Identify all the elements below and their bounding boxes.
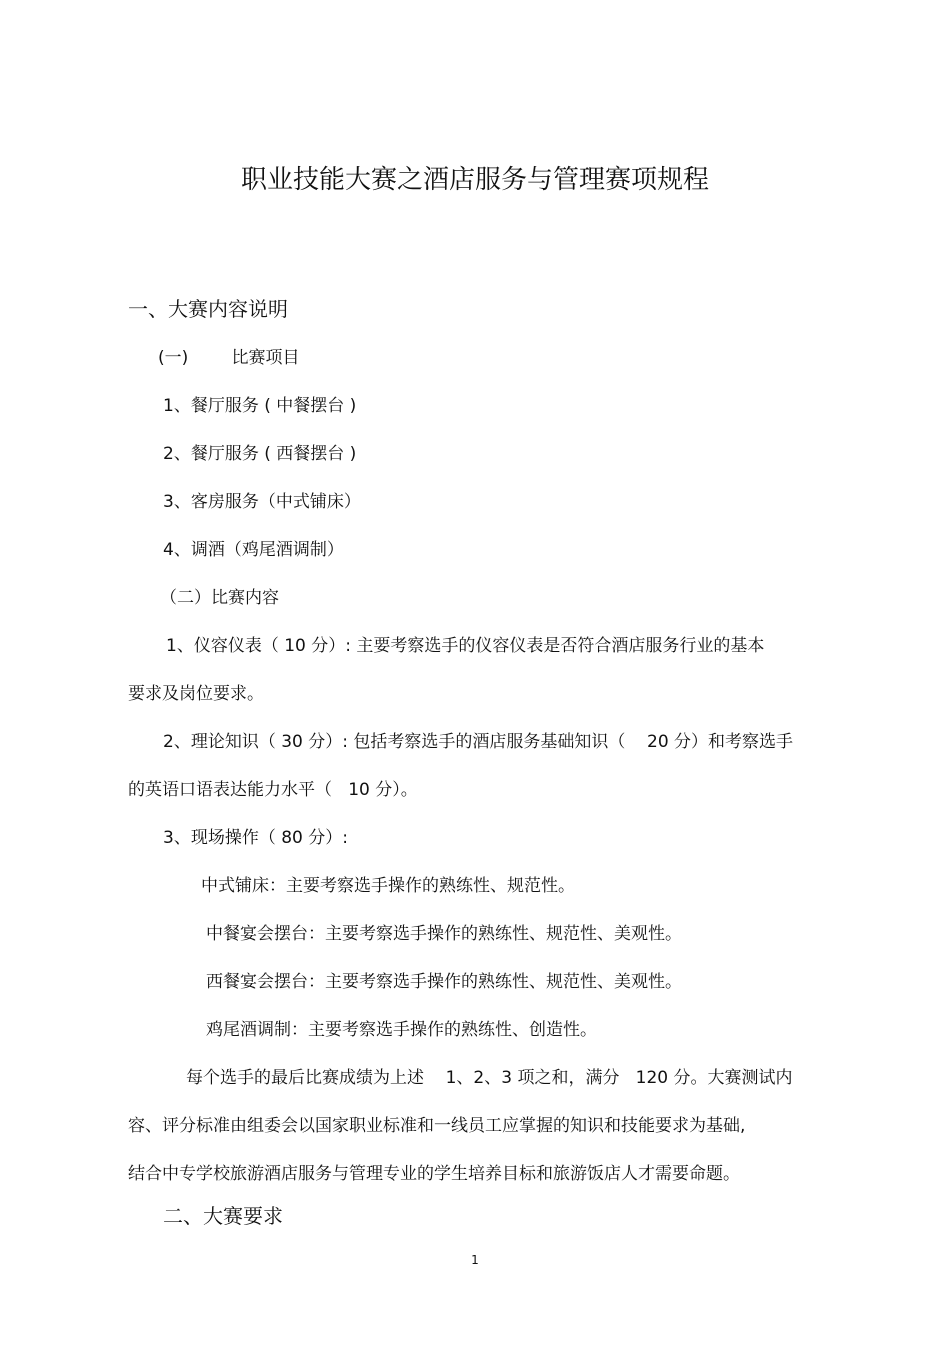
document-title: 职业技能大赛之酒店服务与管理赛项规程 (240, 165, 709, 195)
list-item: 1、餐厅服务 ( 中餐摆台 ) (163, 396, 357, 416)
list-item: 中餐宴会摆台：主要考察选手操作的熟练性、规范性、美观性。 (206, 924, 682, 944)
page-number: 1 (471, 1253, 479, 1267)
section-heading-contest-content: 一、大赛内容说明 (128, 297, 288, 321)
list-item: 西餐宴会摆台：主要考察选手操作的熟练性、规范性、美观性。 (206, 972, 682, 992)
paragraph-summary-line3: 结合中专学校旅游酒店服务与管理专业的学生培养目标和旅游饭店人才需要命题。 (128, 1164, 740, 1184)
subsection-heading-competition-items: (一) 比赛项目 (158, 348, 300, 368)
paragraph-operation-heading: 3、现场操作（ 80 分）: (163, 828, 348, 848)
list-item: 4、调酒（鸡尾酒调制） (163, 540, 344, 560)
list-item: 2、餐厅服务 ( 西餐摆台 ) (163, 444, 357, 464)
section-heading-contest-requirements: 二、大赛要求 (163, 1204, 283, 1228)
paragraph-summary-line1: 每个选手的最后比赛成绩为上述 1、2、3 项之和，满分 120 分。大赛测试内 (186, 1068, 793, 1088)
subsection-heading-competition-content: （二）比赛内容 (160, 588, 279, 608)
list-item: 中式铺床：主要考察选手操作的熟练性、规范性。 (201, 876, 575, 896)
paragraph-summary-line2: 容、评分标准由组委会以国家职业标准和一线员工应掌握的知识和技能要求为基础, (128, 1116, 746, 1136)
paragraph-appearance-line1: 1、仪容仪表（ 10 分）: 主要考察选手的仪容仪表是否符合酒店服务行业的基本 (166, 636, 765, 656)
paragraph-theory-line2: 的英语口语表达能力水平（ 10 分）。 (128, 780, 418, 800)
list-item: 3、客房服务（中式铺床） (163, 492, 361, 512)
list-item: 鸡尾酒调制：主要考察选手操作的熟练性、创造性。 (206, 1020, 597, 1040)
paragraph-appearance-line2: 要求及岗位要求。 (128, 684, 264, 704)
paragraph-theory-line1: 2、理论知识（ 30 分）: 包括考察选手的酒店服务基础知识（ 20 分）和考察选手 (163, 732, 794, 752)
